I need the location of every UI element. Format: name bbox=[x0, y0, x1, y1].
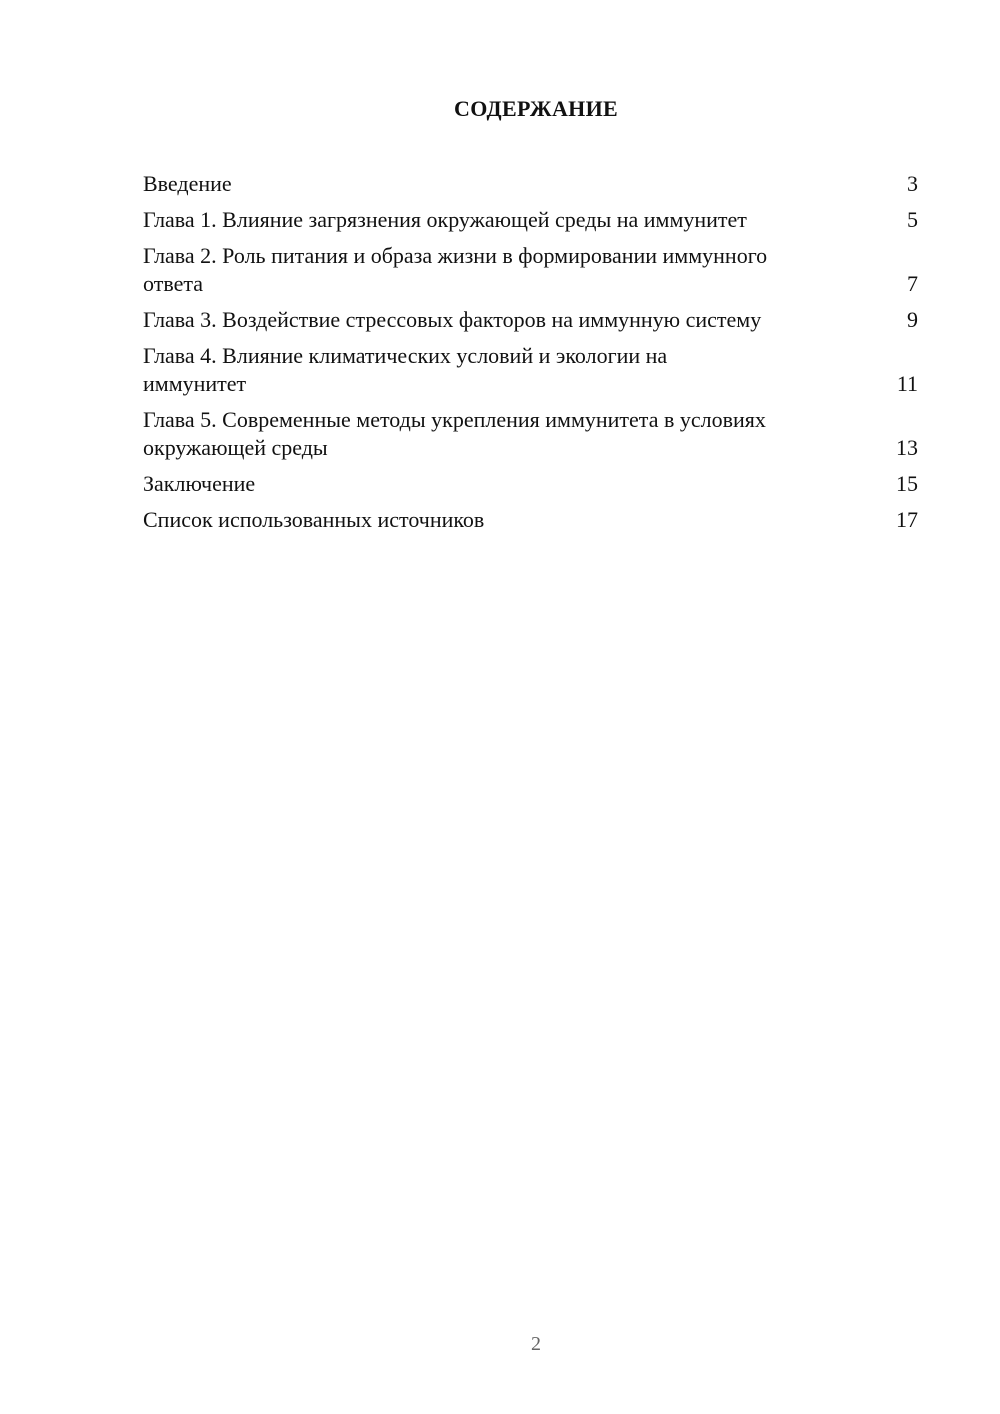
toc-entry-label: Заключение bbox=[143, 471, 256, 496]
toc-entry-conclusion bbox=[143, 470, 918, 498]
toc-entry-page: 11 bbox=[896, 371, 918, 396]
table-of-contents bbox=[143, 170, 918, 542]
toc-entry-label: Глава 3. Воздействие стрессовых факторов на иммунную систему bbox=[143, 307, 762, 332]
toc-entry-page: 9 bbox=[907, 307, 918, 332]
toc-entry-chapter-2 bbox=[143, 242, 918, 298]
toc-entry-label: Список использованных источников bbox=[143, 507, 485, 532]
toc-entry-page: 5 bbox=[907, 207, 918, 232]
toc-entry-page: 7 bbox=[907, 271, 918, 296]
toc-entry-chapter-5 bbox=[143, 406, 918, 462]
toc-entry-page: 13 bbox=[896, 435, 918, 460]
toc-entry-label: Введение bbox=[143, 171, 232, 196]
toc-entry-references bbox=[143, 506, 918, 534]
page-number: 2 bbox=[531, 1333, 541, 1355]
toc-entry-chapter-4 bbox=[143, 342, 918, 398]
toc-entry-label: Глава 4. Влияние климатических условий и экологии на иммунитет bbox=[143, 343, 668, 396]
toc-entry-label: Глава 5. Современные методы укрепления иммунитета в условиях окружающей среды bbox=[143, 407, 766, 460]
toc-entry-page: 15 bbox=[896, 471, 918, 496]
toc-entry-label: Глава 1. Влияние загрязнения окружающей среды на иммунитет bbox=[143, 207, 747, 232]
toc-entry-chapter-1 bbox=[143, 206, 918, 234]
toc-entry-chapter-3 bbox=[143, 306, 918, 334]
toc-entry-page: 17 bbox=[896, 507, 918, 532]
toc-heading: СОДЕРЖАНИЕ bbox=[454, 96, 618, 121]
toc-entry-label: Глава 2. Роль питания и образа жизни в формировании иммунного ответа bbox=[143, 243, 768, 296]
toc-entry-introduction bbox=[143, 170, 918, 198]
toc-entry-page: 3 bbox=[907, 171, 918, 196]
